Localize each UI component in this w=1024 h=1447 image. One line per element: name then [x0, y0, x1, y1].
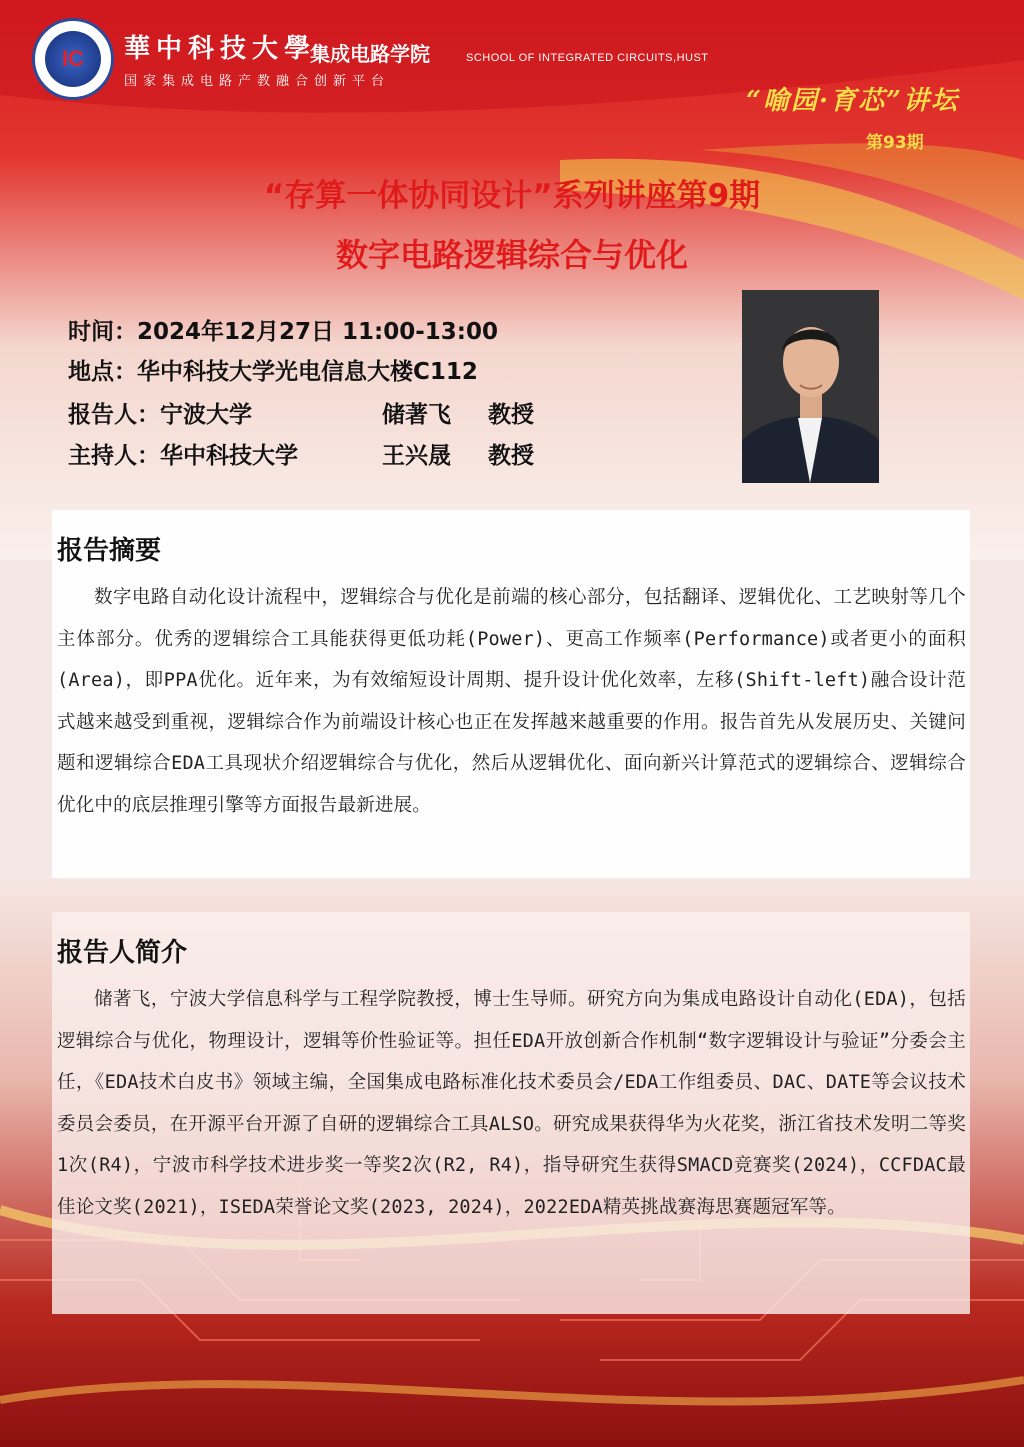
lecture-title: 数字电路逻辑综合与优化 [335, 236, 688, 274]
bio-heading: 报告人简介 [57, 938, 188, 968]
abstract-heading: 报告摘要 [57, 536, 162, 566]
platform-name: 国家集成电路产教融合创新平台 [124, 74, 391, 89]
reporter-title: 教授 [488, 402, 534, 428]
school-name-cn: 集成电路学院 [310, 42, 430, 66]
university-name: 華中科技大學 [124, 34, 317, 64]
place-line: 地点：华中科技大学光电信息大楼C112 [68, 359, 478, 385]
abstract-panel [52, 510, 970, 878]
hust-logo [32, 18, 114, 100]
reporter-line [68, 396, 252, 429]
speaker-photo [742, 290, 879, 483]
series-title: “存算一体协同设计”系列讲座第9期 [263, 178, 761, 214]
time-line: 时间：2024年12月27日 11:00-13:00 [68, 319, 499, 345]
forum-name: “喻园·育芯”讲坛 [746, 86, 959, 116]
issue-number: 第93期 [866, 133, 924, 153]
reporter-affiliation: 报告人：宁波大学 [68, 402, 252, 428]
host-affiliation: 主持人：华中科技大学 [68, 443, 298, 469]
bio-text: 储著飞，宁波大学信息科学与工程学院教授，博士生导师。研究方向为集成电路设计自动化(EDA)，包括逻辑综合与优化，物理设计，逻辑等价性验证等。担任EDA开放创新合作机制“数字逻辑设计与验证”分委会主任，《EDA技术白皮书》领域主编，全国集成电路标准化技术委员会/EDA工作组委员、DAC、DATE等会议技术委员会委员，在开源平台开源了自研的逻辑综合工具ALSO。研究成果获得华为火花奖，浙江省技术发明二等奖1次(R4)，宁波市科学技术进步奖一等奖2次(R2, R4)，指导研究生获得SMACD竞赛奖(2024)，CCFDAC最佳论文奖(2021)，ISEDA荣誉论文奖(2023, 2024)，2022EDA精英挑战赛海思赛题冠军等。 [57, 989, 966, 1218]
host-name: 王兴晟 [382, 443, 451, 469]
logo-emblem: IC [45, 31, 101, 87]
host-line [68, 437, 298, 470]
abstract-text: 数字电路自动化设计流程中，逻辑综合与优化是前端的核心部分，包括翻译、逻辑优化、工艺映射等几个主体部分。优秀的逻辑综合工具能获得更低功耗(Power)、更高工作频率(Performance)或者更小的面积(Area)，即PPA优化。近年来，为有效缩短设计周期、提升设计优化效率，左移(Shift-left)融合设计范式越来越受到重视，逻辑综合作为前端设计核心也正在发挥越来越重要的作用。报告首先从发展历史、关键问题和逻辑综合EDA工具现状介绍逻辑综合与优化，然后从逻辑优化、面向新兴计算范式的逻辑综合、逻辑综合优化中的底层推理引擎等方面报告最新进展。 [57, 587, 966, 816]
school-name-en: SCHOOL OF INTEGRATED CIRCUITS,HUST [466, 52, 709, 64]
host-title: 教授 [488, 443, 534, 469]
bio-panel [52, 912, 970, 1314]
reporter-name: 储著飞 [382, 402, 451, 428]
